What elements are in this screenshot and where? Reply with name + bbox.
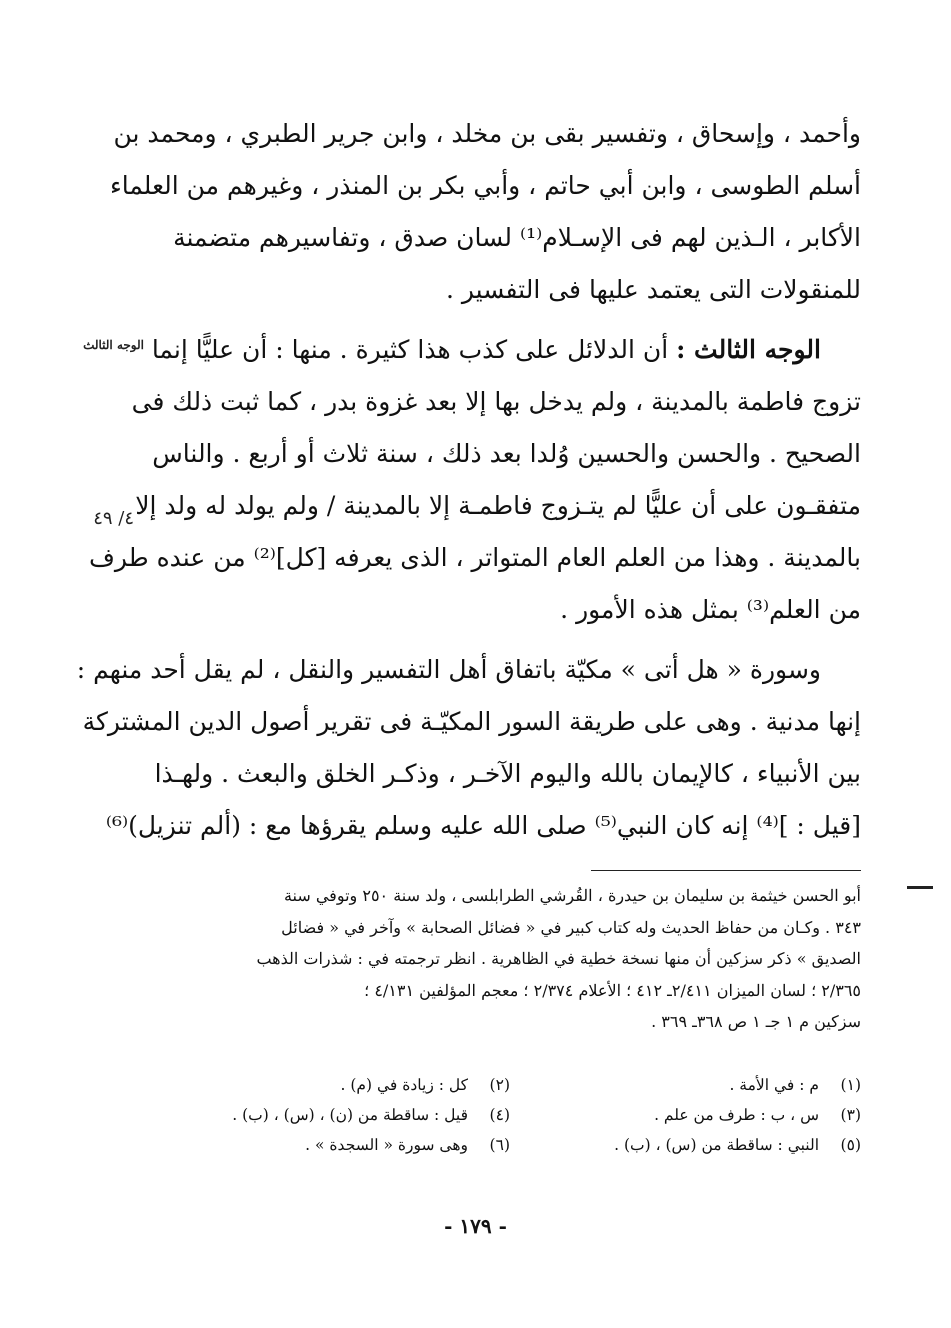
footnote-row [159, 1130, 861, 1160]
footnote-row [159, 1070, 861, 1100]
footnote-line: ٢/٣٦٥ ؛ لسان الميزان ٢/٤١١ـ ٤١٢ ؛ الأعلام ٢/٣٧٤ ؛ معجم المؤلفين ٤/١٣١ ؛ [364, 980, 861, 1000]
text-line: [قيل : ]⁽⁴⁾ إنه كان النبي⁽⁵⁾ صلى الله عليه وسلم يقرؤها مع : (ألم تنزيل)⁽⁶⁾ [105, 811, 861, 840]
footnote-text: النبي : ساقطة من (س) ، (ب) . [614, 1136, 819, 1154]
footnote-number: (٤) [489, 1106, 510, 1124]
footnotes-list [159, 1070, 861, 1160]
footnote-line: سزكين م ١ جـ ١ ص ٣٦٨ـ ٣٦٩ . [651, 1012, 861, 1031]
text-line: تزوج فاطمة بالمدينة ، ولم يدخل بها إلا بعد غزوة بدر ، كما ثبت ذلك فى [131, 387, 861, 416]
footnote-item [510, 1130, 861, 1160]
text-line: الصحيح . والحسن والحسين وُلدا بعد ذلك ، سنة ثلاث أو أربع . والناس [152, 439, 861, 468]
footnote-text: كل : زيادة في (م) . [340, 1076, 468, 1094]
paragraph-3 [76, 644, 861, 852]
footnote-number: (١) [840, 1076, 861, 1094]
footnote-item [510, 1100, 861, 1130]
margin-section-heading: الوجه الثالث [83, 338, 144, 352]
text-line: أسلم الطوسى ، وابن أبي حاتم ، وأبي بكر بن المنذر ، وغيرهم من العلماء [109, 171, 861, 200]
footnote-item [510, 1070, 861, 1100]
text-run: أن الدلائل على كذب هذا كثيرة . منها : أن عليًّا إنما [151, 335, 677, 364]
text-line: الأكابر ، الـذين لهم فى الإسـلام⁽¹⁾ لسان صدق ، وتفاسيرهم متضمنة [173, 223, 861, 252]
text-line: من العلم⁽³⁾ بمثل هذه الأمور . [560, 595, 861, 624]
footnote-text: وهى سورة « السجدة » . [305, 1136, 468, 1154]
text-line: إنها مدنية . وهى على طريقة السور المكيّـة فى تقرير أصول الدين المشتركة [82, 707, 861, 736]
footnote-line: أبو الحسن خيثمة بن سليمان بن حيدرة ، القُرشي الطرابلسى ، ولد سنة ٢٥٠ وتوفي سنة [283, 886, 861, 905]
text-line: متفقـون على أن عليًّا لم يتـزوج فاطمـة إلا بالمدينة / ولم يولد له ولد إلا [135, 491, 861, 520]
footnote-number: (٣) [840, 1106, 861, 1124]
footnote-text: م : في الأمة . [729, 1076, 819, 1094]
footnote-text: س ، ب : طرف من علم . [654, 1106, 819, 1124]
footnote-line: الصديق » ذكر سزكين أن منها نسخة خطية في الظاهرية . انظر ترجمته في : شذرات الذهب [256, 949, 861, 968]
footnote-number: (٦) [489, 1136, 510, 1154]
footnote-item [159, 1100, 510, 1130]
text-line: للمنقولات التى يعتمد عليها فى التفسير . [445, 275, 861, 304]
footnote-text: قيل : ساقطة من (ن) ، (س) ، (ب) . [232, 1106, 468, 1124]
footnote-row [159, 1100, 861, 1130]
footnote-item [159, 1130, 510, 1160]
text-line: بين الأنبياء ، كالإيمان بالله واليوم الآخـر ، وذكـر الخلق والبعث . ولهـذا [154, 759, 861, 788]
page-number: - ١٧٩ - [444, 1214, 507, 1238]
footnote-number: (٢) [489, 1076, 510, 1094]
footnote-number: (٥) [840, 1136, 861, 1154]
section-lead: الوجه الثالث : [676, 335, 821, 364]
text-line: بالمدينة . وهذا من العلم العام المتواتر ، الذى يعرفه [كل]⁽²⁾ من عنده طرف [89, 543, 861, 572]
edge-mark [907, 886, 933, 889]
text-line: وأحمد ، وإسحاق ، وتفسير بقى بن مخلد ، وابن جرير الطبري ، ومحمد بن [113, 119, 861, 148]
paragraph-1 [109, 108, 861, 316]
footnote-divider [591, 870, 861, 871]
footnote-continuation [159, 880, 861, 1038]
margin-page-reference: ٤/ ٤٩ [93, 508, 134, 529]
text-line: وسورة « هل أتى » مكيّة باتفاق أهل التفسير والنقل ، لم يقل أحد منهم : [76, 655, 821, 684]
footnote-line: ٣٤٣ . وكـان من حفاظ الحديث وله كتاب كبير في « فضائل الصحابة » وآخر في « فضائل [281, 917, 861, 937]
footnote-item [159, 1070, 510, 1100]
text-line [151, 324, 861, 376]
